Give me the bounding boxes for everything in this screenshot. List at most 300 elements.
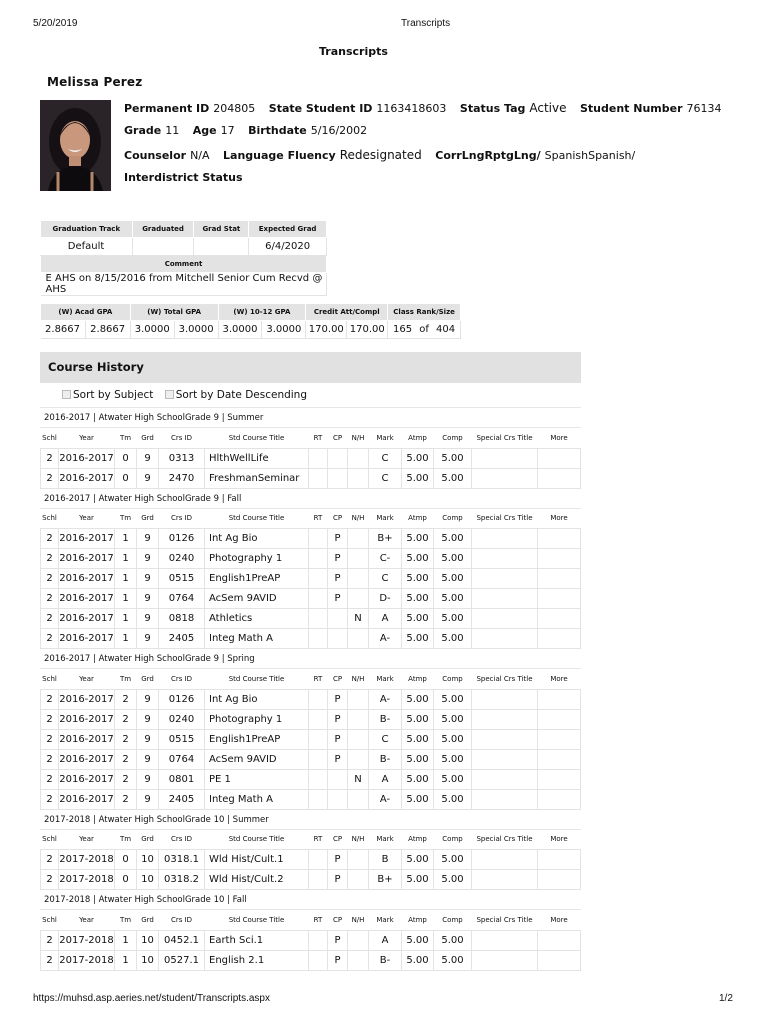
cell-cp: P (328, 850, 348, 870)
cell-nh (348, 870, 369, 890)
cell-more (538, 589, 581, 609)
cell-course-id: 0452.1 (159, 930, 205, 950)
course-row (41, 749, 581, 769)
cell-more (538, 529, 581, 549)
term-title: 2017-2018 | Atwater High SchoolGrade 10 | Summer (40, 810, 581, 830)
cell-course-title: AcSem 9AVID (205, 589, 309, 609)
column-header-course-title: Std Course Title (205, 669, 309, 689)
cell-rt (309, 629, 328, 649)
acad-gpa-weighted: 2.8667 (41, 321, 86, 339)
cell-completed: 5.00 (434, 609, 472, 629)
cell-nh (348, 529, 369, 549)
cell-mark: B (369, 850, 402, 870)
column-header-mark: Mark (369, 830, 402, 850)
column-header-attempted: Atmp (402, 669, 434, 689)
column-header-term: Tm (115, 830, 137, 850)
cell-schl: 2 (41, 689, 59, 709)
cell-grade: 9 (137, 448, 159, 468)
expected-grad-value: 6/4/2020 (249, 238, 327, 256)
cell-completed: 5.00 (434, 589, 472, 609)
cell-completed: 5.00 (434, 850, 472, 870)
cell-completed: 5.00 (434, 930, 472, 950)
permanent-id-value: 204805 (213, 102, 256, 115)
cell-cp: P (328, 589, 348, 609)
sort-by-date-option[interactable] (165, 389, 307, 401)
cell-more (538, 549, 581, 569)
cell-more (538, 729, 581, 749)
column-header-more: More (538, 830, 581, 850)
term-title: 2016-2017 | Atwater High SchoolGrade 9 | Fall (40, 489, 581, 509)
cell-special-title (472, 950, 538, 970)
course-table (40, 428, 581, 489)
cell-course-id: 0527.1 (159, 950, 205, 970)
cell-term: 1 (115, 609, 137, 629)
column-header-course-id: Crs ID (159, 910, 205, 930)
cell-completed: 5.00 (434, 950, 472, 970)
column-header-special-title: Special Crs Title (472, 830, 538, 850)
cell-term: 1 (115, 950, 137, 970)
cell-term: 0 (115, 870, 137, 890)
column-header-rt: RT (309, 428, 328, 448)
course-row (41, 930, 581, 950)
column-header-rt: RT (309, 910, 328, 930)
cell-course-title: Wld Hist/Cult.1 (205, 850, 309, 870)
cell-attempted: 5.00 (402, 529, 434, 549)
cell-grade: 10 (137, 950, 159, 970)
cell-nh (348, 850, 369, 870)
total-gpa-unweighted: 3.0000 (174, 321, 218, 339)
cell-course-title: Int Ag Bio (205, 529, 309, 549)
cell-year: 2017-2018 (59, 930, 115, 950)
cell-attempted: 5.00 (402, 769, 434, 789)
cell-course-title: HlthWellLife (205, 448, 309, 468)
grad-stat-header: Grad Stat (194, 221, 249, 238)
cell-mark: C- (369, 549, 402, 569)
cell-grade: 9 (137, 569, 159, 589)
course-row (41, 729, 581, 749)
credit-attempted: 170.00 (306, 321, 347, 339)
cell-special-title (472, 689, 538, 709)
cell-year: 2016-2017 (59, 589, 115, 609)
column-header-more: More (538, 669, 581, 689)
cell-mark: A (369, 930, 402, 950)
cell-attempted: 5.00 (402, 689, 434, 709)
column-header-year: Year (59, 428, 115, 448)
cell-course-id: 0240 (159, 709, 205, 729)
sort-by-date-label: Sort by Date Descending (175, 389, 308, 401)
cell-grade: 9 (137, 609, 159, 629)
column-header-mark: Mark (369, 509, 402, 529)
grad-stat-value (194, 238, 249, 256)
graduated-value (132, 238, 194, 256)
column-header-course-id: Crs ID (159, 509, 205, 529)
column-header-nh: N/H (348, 830, 369, 850)
cell-cp (328, 629, 348, 649)
cell-cp: P (328, 870, 348, 890)
birthdate-value: 5/16/2002 (310, 124, 368, 137)
cell-special-title (472, 569, 538, 589)
cell-rt (309, 468, 328, 488)
column-header-schl: Schl (41, 910, 59, 930)
grade-label: Grade (124, 124, 162, 137)
cell-year: 2016-2017 (59, 689, 115, 709)
cell-course-id: 0240 (159, 549, 205, 569)
cell-grade: 9 (137, 789, 159, 809)
course-terms (40, 408, 581, 971)
cell-attempted: 5.00 (402, 569, 434, 589)
cell-term: 1 (115, 589, 137, 609)
cell-schl: 2 (41, 609, 59, 629)
cell-more (538, 850, 581, 870)
cell-course-id: 0818 (159, 609, 205, 629)
cell-more (538, 769, 581, 789)
column-header-nh: N/H (348, 910, 369, 930)
column-header-course-title: Std Course Title (205, 509, 309, 529)
cell-attempted: 5.00 (402, 549, 434, 569)
cell-attempted: 5.00 (402, 850, 434, 870)
cell-completed: 5.00 (434, 689, 472, 709)
cell-year: 2016-2017 (59, 529, 115, 549)
column-header-rt: RT (309, 669, 328, 689)
cell-term: 2 (115, 789, 137, 809)
cell-rt (309, 729, 328, 749)
sort-by-date-checkbox[interactable] (165, 390, 174, 399)
cell-attempted: 5.00 (402, 448, 434, 468)
cell-mark: A- (369, 689, 402, 709)
column-header-special-title: Special Crs Title (472, 669, 538, 689)
cell-course-id: 2470 (159, 468, 205, 488)
cell-more (538, 468, 581, 488)
cell-attempted: 5.00 (402, 749, 434, 769)
cell-course-title: AcSem 9AVID (205, 749, 309, 769)
print-date: 5/20/2019 (33, 18, 78, 29)
cell-rt (309, 930, 328, 950)
cell-completed: 5.00 (434, 549, 472, 569)
gpa-10-12-weighted: 3.0000 (218, 321, 262, 339)
cell-nh (348, 468, 369, 488)
fluency-label: Language Fluency (223, 149, 336, 162)
cell-year: 2016-2017 (59, 448, 115, 468)
cell-special-title (472, 448, 538, 468)
cell-completed: 5.00 (434, 448, 472, 468)
graduated-header: Graduated (132, 221, 194, 238)
student-counselor-row (124, 148, 645, 162)
cell-schl: 2 (41, 468, 59, 488)
cell-more (538, 950, 581, 970)
sort-by-subject-checkbox[interactable] (62, 390, 71, 399)
cell-completed: 5.00 (434, 870, 472, 890)
column-header-special-title: Special Crs Title (472, 910, 538, 930)
state-id-value: 1163418603 (376, 102, 447, 115)
permanent-id-label: Permanent ID (124, 102, 210, 115)
cell-more (538, 930, 581, 950)
course-table (40, 910, 581, 971)
cell-schl: 2 (41, 448, 59, 468)
course-table (40, 830, 581, 891)
cell-grade: 9 (137, 589, 159, 609)
cell-more (538, 709, 581, 729)
cell-special-title (472, 930, 538, 950)
cell-term: 0 (115, 448, 137, 468)
class-rank: 165 (388, 321, 417, 339)
cell-nh (348, 569, 369, 589)
course-row (41, 609, 581, 629)
cell-year: 2016-2017 (59, 549, 115, 569)
cell-cp: P (328, 689, 348, 709)
cell-course-id: 2405 (159, 789, 205, 809)
course-row (41, 629, 581, 649)
cell-special-title (472, 729, 538, 749)
print-header-title: Transcripts (401, 18, 451, 29)
cell-mark: C (369, 729, 402, 749)
column-header-more: More (538, 428, 581, 448)
cell-mark: B- (369, 749, 402, 769)
cell-course-title: Athletics (205, 609, 309, 629)
cell-grade: 9 (137, 709, 159, 729)
cell-course-title: FreshmanSeminar (205, 468, 309, 488)
age-label: Age (192, 124, 217, 137)
cell-term: 1 (115, 629, 137, 649)
cell-completed: 5.00 (434, 749, 472, 769)
cell-course-id: 0318.2 (159, 870, 205, 890)
cell-attempted: 5.00 (402, 950, 434, 970)
column-header-course-id: Crs ID (159, 428, 205, 448)
cell-special-title (472, 769, 538, 789)
cell-grade: 9 (137, 689, 159, 709)
cell-year: 2016-2017 (59, 468, 115, 488)
cell-schl: 2 (41, 629, 59, 649)
acad-gpa-header: (W) Acad GPA (41, 304, 131, 321)
course-row (41, 850, 581, 870)
cell-special-title (472, 789, 538, 809)
cell-completed: 5.00 (434, 629, 472, 649)
cell-grade: 10 (137, 850, 159, 870)
cell-schl: 2 (41, 749, 59, 769)
cell-nh (348, 950, 369, 970)
course-table (40, 669, 581, 810)
cell-year: 2016-2017 (59, 789, 115, 809)
cell-special-title (472, 529, 538, 549)
column-header-completed: Comp (434, 428, 472, 448)
cell-attempted: 5.00 (402, 789, 434, 809)
column-header-completed: Comp (434, 669, 472, 689)
cell-year: 2016-2017 (59, 569, 115, 589)
cell-year: 2017-2018 (59, 950, 115, 970)
cell-more (538, 629, 581, 649)
cell-year: 2017-2018 (59, 850, 115, 870)
cell-attempted: 5.00 (402, 870, 434, 890)
cell-more (538, 448, 581, 468)
course-row (41, 529, 581, 549)
column-header-mark: Mark (369, 428, 402, 448)
cell-more (538, 870, 581, 890)
class-rank-header: Class Rank/Size (388, 304, 461, 321)
cell-special-title (472, 629, 538, 649)
column-header-course-title: Std Course Title (205, 428, 309, 448)
cell-special-title (472, 709, 538, 729)
cell-completed: 5.00 (434, 769, 472, 789)
cell-attempted: 5.00 (402, 629, 434, 649)
cell-mark: B+ (369, 870, 402, 890)
course-row (41, 709, 581, 729)
cell-attempted: 5.00 (402, 709, 434, 729)
cell-rt (309, 609, 328, 629)
cell-cp (328, 789, 348, 809)
cell-course-title: PE 1 (205, 769, 309, 789)
course-row (41, 468, 581, 488)
cell-course-title: Photography 1 (205, 709, 309, 729)
cell-schl: 2 (41, 769, 59, 789)
column-header-cp: CP (328, 669, 348, 689)
cell-more (538, 789, 581, 809)
cell-course-id: 0801 (159, 769, 205, 789)
expected-grad-header: Expected Grad (249, 221, 327, 238)
column-header-year: Year (59, 509, 115, 529)
cell-rt (309, 950, 328, 970)
column-header-special-title: Special Crs Title (472, 428, 538, 448)
column-header-schl: Schl (41, 509, 59, 529)
cell-attempted: 5.00 (402, 609, 434, 629)
column-header-attempted: Atmp (402, 910, 434, 930)
cell-rt (309, 569, 328, 589)
column-header-attempted: Atmp (402, 509, 434, 529)
cell-rt (309, 870, 328, 890)
cell-course-id: 0126 (159, 689, 205, 709)
cell-special-title (472, 589, 538, 609)
column-header-completed: Comp (434, 830, 472, 850)
column-header-grade: Grd (137, 669, 159, 689)
cell-completed: 5.00 (434, 709, 472, 729)
cell-course-title: Wld Hist/Cult.2 (205, 870, 309, 890)
student-grade-row (124, 124, 377, 137)
credit-header: Credit Att/Compl (306, 304, 388, 321)
credit-completed: 170.00 (347, 321, 388, 339)
cell-term: 1 (115, 529, 137, 549)
cell-schl: 2 (41, 930, 59, 950)
cell-cp: P (328, 729, 348, 749)
cell-nh (348, 689, 369, 709)
column-header-nh: N/H (348, 428, 369, 448)
sort-by-subject-label: Sort by Subject (73, 389, 154, 401)
cell-cp: P (328, 930, 348, 950)
print-page-number: 1/2 (719, 993, 733, 1004)
cell-cp: P (328, 749, 348, 769)
total-gpa-weighted: 3.0000 (130, 321, 174, 339)
cell-grade: 10 (137, 930, 159, 950)
cell-year: 2016-2017 (59, 769, 115, 789)
column-header-nh: N/H (348, 669, 369, 689)
cell-attempted: 5.00 (402, 468, 434, 488)
column-header-more: More (538, 910, 581, 930)
cell-course-title: English 2.1 (205, 950, 309, 970)
status-tag-value: Active (529, 101, 567, 115)
cell-course-title: English1PreAP (205, 569, 309, 589)
cell-special-title (472, 468, 538, 488)
cell-more (538, 569, 581, 589)
cell-course-title: Integ Math A (205, 789, 309, 809)
cell-schl: 2 (41, 549, 59, 569)
comment-value: E AHS on 8/15/2016 from Mitchell Senior Cum Recvd @ AHS (41, 273, 327, 296)
cell-nh: N (348, 609, 369, 629)
column-header-year: Year (59, 830, 115, 850)
cell-year: 2016-2017 (59, 629, 115, 649)
column-header-cp: CP (328, 910, 348, 930)
cell-nh: N (348, 769, 369, 789)
gpa-table (40, 303, 461, 339)
cell-rt (309, 769, 328, 789)
class-rank-of: of (417, 321, 431, 339)
cell-term: 2 (115, 729, 137, 749)
column-header-year: Year (59, 669, 115, 689)
cell-year: 2016-2017 (59, 729, 115, 749)
sort-options (40, 383, 581, 408)
student-id-row (124, 101, 732, 115)
cell-course-id: 0764 (159, 589, 205, 609)
cell-attempted: 5.00 (402, 930, 434, 950)
course-history-panel (40, 352, 581, 971)
cell-nh (348, 729, 369, 749)
column-header-grade: Grd (137, 428, 159, 448)
cell-more (538, 749, 581, 769)
column-header-schl: Schl (41, 830, 59, 850)
cell-special-title (472, 870, 538, 890)
cell-nh (348, 629, 369, 649)
course-history-title: Course History (40, 352, 581, 383)
status-tag-label: Status Tag (459, 102, 526, 115)
cell-more (538, 689, 581, 709)
column-header-term: Tm (115, 509, 137, 529)
cell-cp: P (328, 950, 348, 970)
cell-term: 2 (115, 769, 137, 789)
cell-term: 2 (115, 749, 137, 769)
sort-by-subject-option[interactable] (62, 389, 153, 401)
column-header-special-title: Special Crs Title (472, 509, 538, 529)
cell-grade: 9 (137, 529, 159, 549)
fluency-value: Redesignated (339, 148, 422, 162)
column-header-grade: Grd (137, 910, 159, 930)
comment-header: Comment (41, 256, 327, 273)
column-header-cp: CP (328, 509, 348, 529)
graduation-track-value: Default (41, 238, 133, 256)
column-header-grade: Grd (137, 509, 159, 529)
course-row (41, 870, 581, 890)
cell-schl: 2 (41, 709, 59, 729)
cell-mark: A- (369, 629, 402, 649)
cell-term: 0 (115, 850, 137, 870)
cell-special-title (472, 549, 538, 569)
state-id-label: State Student ID (268, 102, 373, 115)
cell-special-title (472, 749, 538, 769)
graduation-track-header: Graduation Track (41, 221, 133, 238)
cell-mark: A (369, 609, 402, 629)
cell-course-title: Int Ag Bio (205, 689, 309, 709)
column-header-completed: Comp (434, 910, 472, 930)
class-size: 404 (431, 321, 460, 339)
grade-value: 11 (165, 124, 180, 137)
cell-schl: 2 (41, 950, 59, 970)
cell-course-id: 0318.1 (159, 850, 205, 870)
cell-completed: 5.00 (434, 569, 472, 589)
cell-grade: 9 (137, 468, 159, 488)
cell-nh (348, 589, 369, 609)
column-header-cp: CP (328, 830, 348, 850)
cell-grade: 9 (137, 549, 159, 569)
gpa-10-12-unweighted: 3.0000 (262, 321, 306, 339)
cell-mark: B+ (369, 529, 402, 549)
column-header-course-id: Crs ID (159, 669, 205, 689)
cell-rt (309, 749, 328, 769)
cell-mark: C (369, 448, 402, 468)
